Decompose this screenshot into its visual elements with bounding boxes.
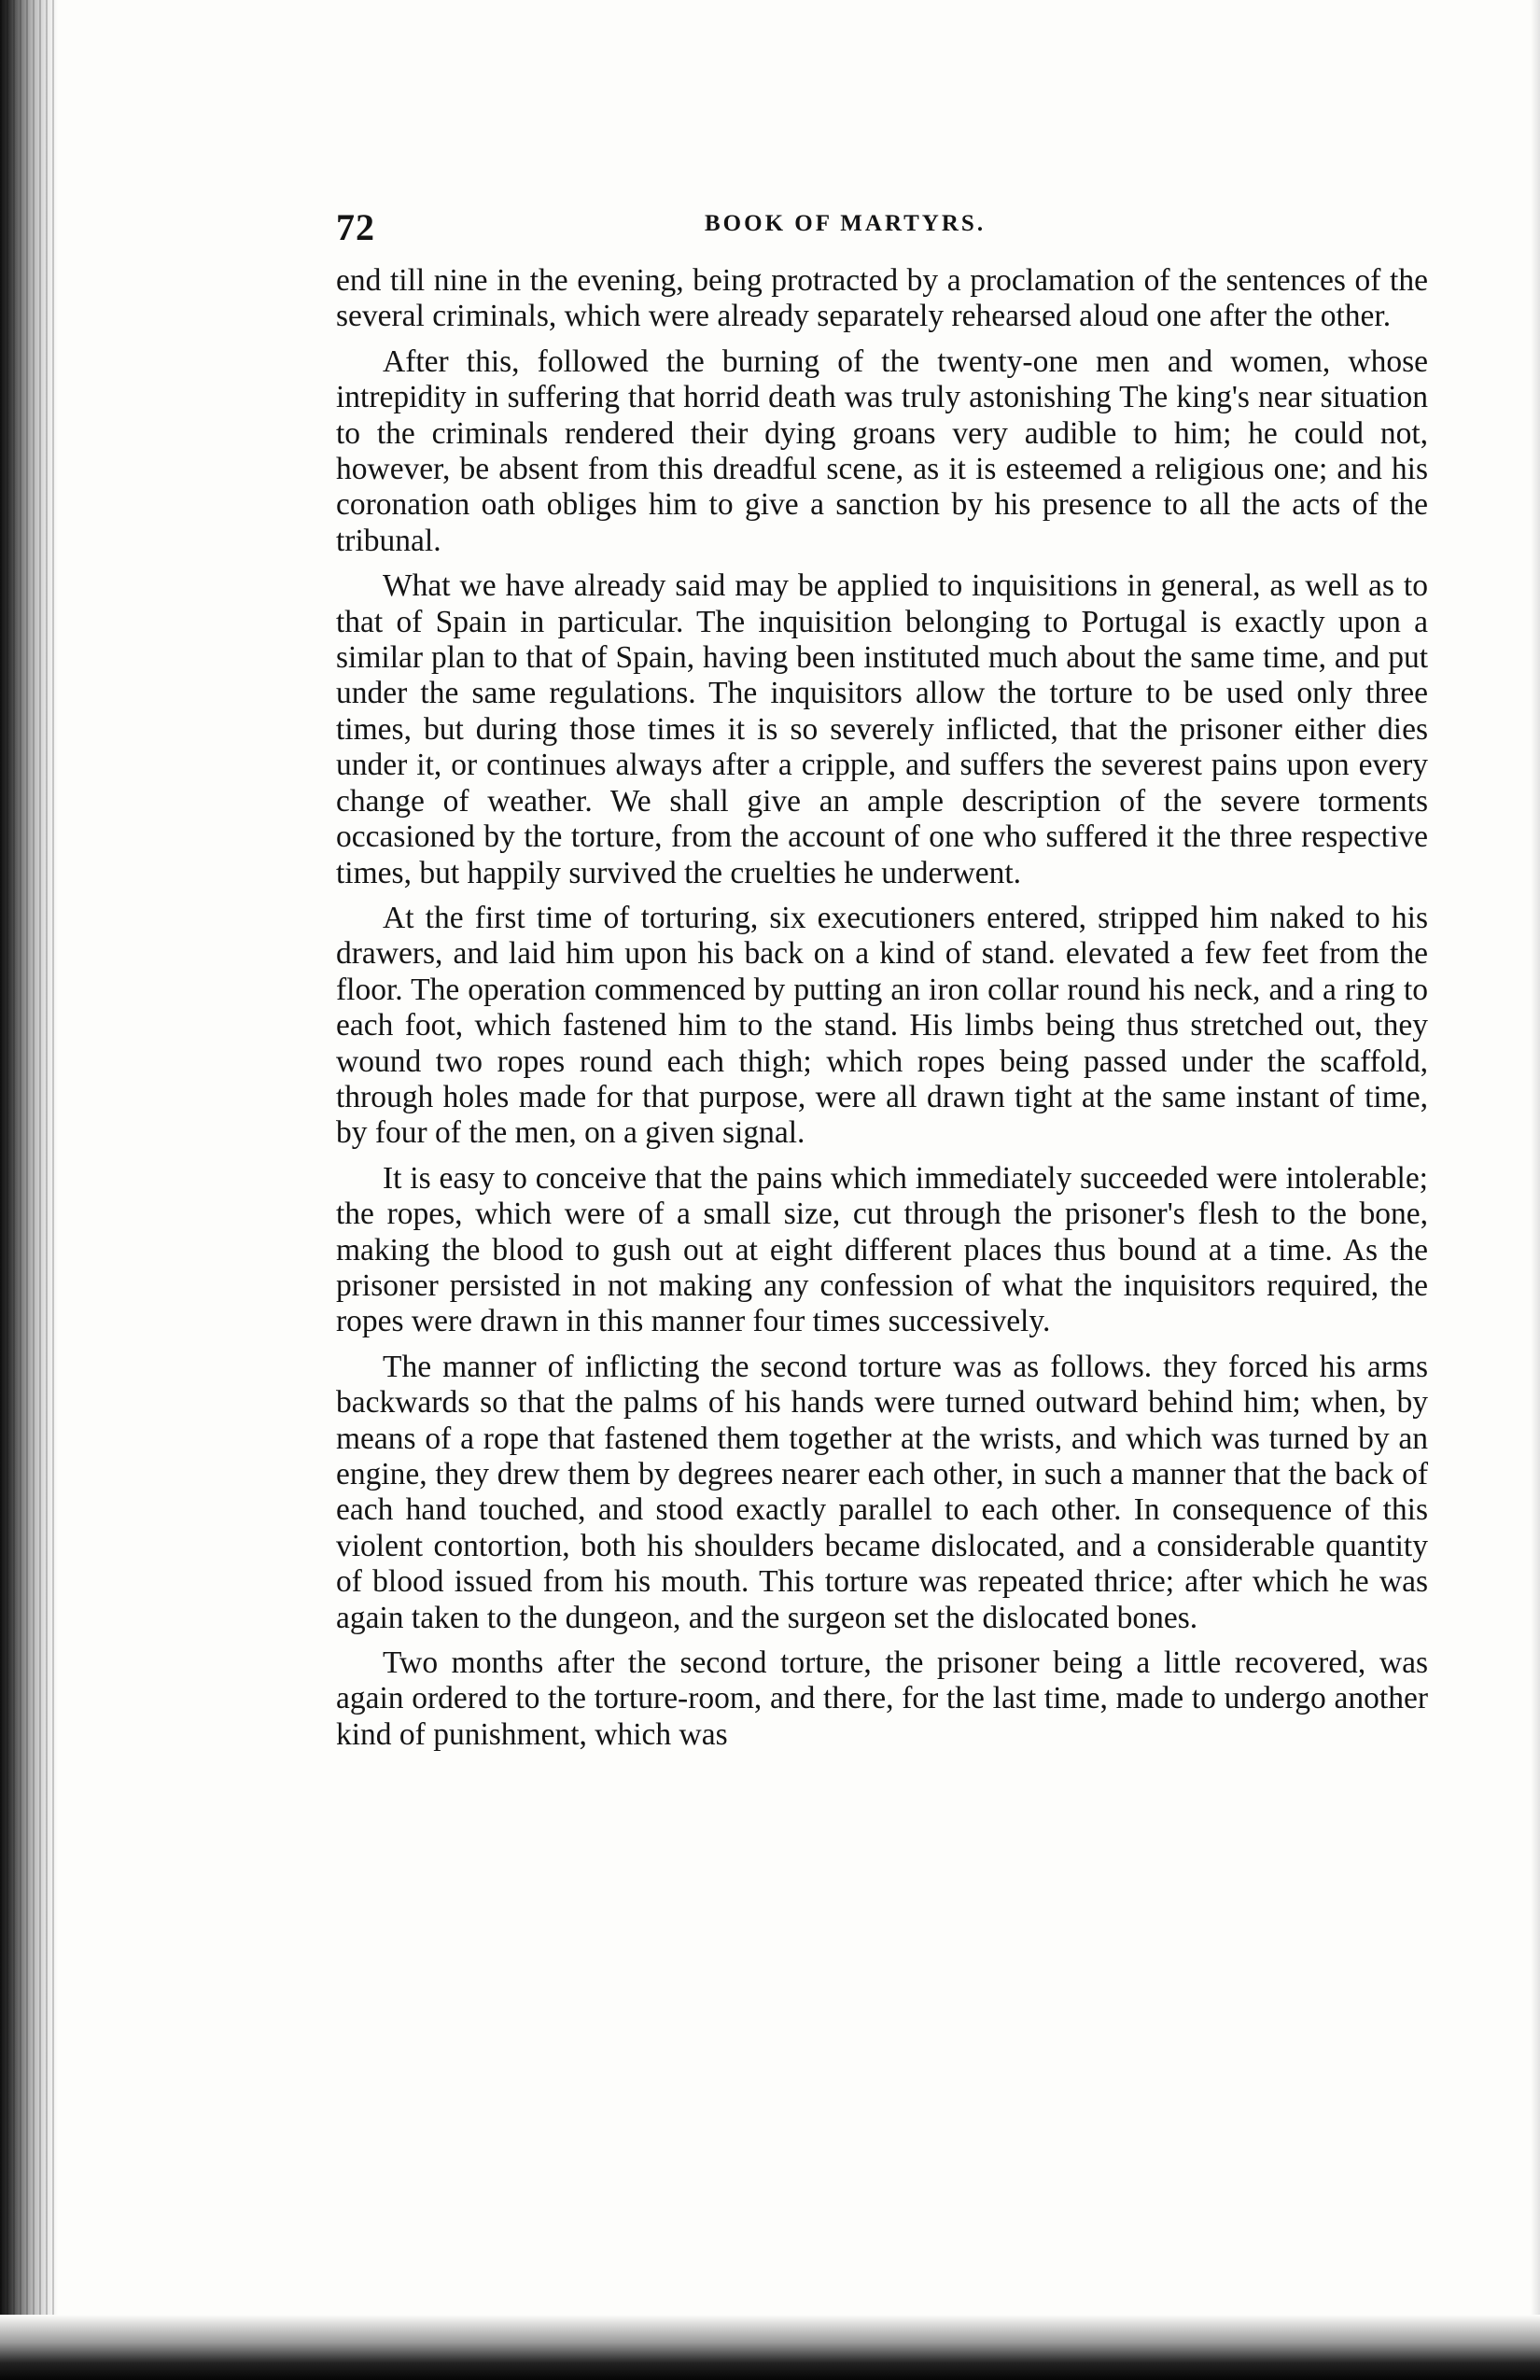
paragraph-continued: end till nine in the evening, being protracted by a proclamation of the sentences of the several criminals, which were already separately rehearsed aloud one after the other. bbox=[336, 263, 1428, 334]
page-number: 72 bbox=[336, 206, 375, 248]
bottom-page-edge bbox=[0, 2315, 1540, 2380]
paragraph-pains: It is easy to conceive that the pains which immediately succeeded were intolerable; the ropes, which were of a small size, cut through the prisoner's flesh to the bone, making the blood to gush out at eight different places thus bound at a time. As the prisoner persisted in not making any confession of what the inquisitors required, the ropes were drawn in this manner four times successively. bbox=[336, 1160, 1428, 1339]
paragraph-burning: After this, followed the burning of the twenty-one men and women, whose intrepidity in suffering that horrid death was truly astonishing The king's near situation to the criminals rendered their dying groans very audible to him; he could not, however, be absent from this dreadful scene, as it is esteemed a religious one; and his coronation oath obliges him to give a sanction by his presence to all the acts of the tribunal. bbox=[336, 343, 1428, 558]
paragraph-inquisitions: What we have already said may be applied to inquisitions in general, as well as to that of Spain in particular. The inquisition belonging to Portugal is exactly upon a similar plan to that of Spain, having been instituted much about the same time, and put under the same regulations. The inquisitors allow the torture to be used only three times, but during those times it is so severely inflicted, that the prisoner either dies under it, or continues always after a cripple, and suffers the severest pains upon every change of weather. We shall give an ample description of the severe torments occasioned by the torture, from the account of one who suffered it the three respective times, but happily survived the cruelties he underwent. bbox=[336, 568, 1428, 890]
running-head bbox=[336, 198, 1428, 263]
paragraph-third-torture: Two months after the second torture, the prisoner being a little recovered, was again ordered to the torture-room, and there, for the last time, made to undergo another kind of punishment, which was bbox=[336, 1645, 1428, 1752]
page-content bbox=[336, 198, 1428, 1762]
paragraph-first-torture: At the first time of torturing, six executioners entered, stripped him naked to his drawers, and laid him upon his back on a kind of stand. elevated a few feet from the floor. The operation commenced by putting an iron collar round his neck, and a ring to each foot, which fastened him to the stand. His limbs being thus stretched out, they wound two ropes round each thigh; which ropes being passed under the scaffold, through holes made for that purpose, were all drawn tight at the same instant of time, by four of the men, on a given signal. bbox=[336, 900, 1428, 1151]
body-text bbox=[336, 263, 1428, 1753]
right-page-edge bbox=[1531, 0, 1540, 2380]
running-title: BOOK OF MARTYRS. bbox=[705, 211, 987, 236]
page-edge-streaks bbox=[0, 0, 56, 2380]
paragraph-second-torture: The manner of inflicting the second torture was as follows. they forced his arms backwards so that the palms of his hands were turned outward behind him; when, by means of a rope that fastened them together at the wrists, and which was turned by an engine, they drew them by degrees nearer each other, in such a manner that the back of each hand touched, and stood exactly parallel to each other. In consequence of this violent contortion, both his shoulders became dislocated, and a considerable quantity of blood issued from his mouth. This torture was repeated thrice; after which he was again taken to the dungeon, and the surgeon set the dislocated bones. bbox=[336, 1349, 1428, 1635]
